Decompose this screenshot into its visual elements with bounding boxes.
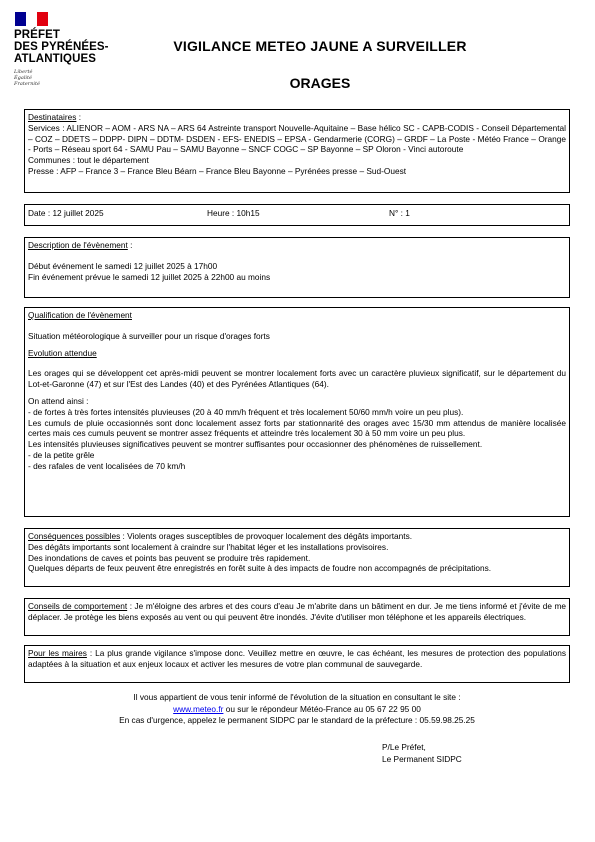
recipients-services: Services : ALIENOR – AOM - ARS NA – ARS 64 Astreinte transport Nouvelle-Aquitaine – Base hélico SC - CAPB-CODIS - Conseil Départemental – COZ – DDETS – DDPP- DIPN – DDTM- DSDEN - EFS- ENEDIS – EPSA - Gendarmerie (CORG) – GRDF – La Poste - Météo France – Orange - Ports – Réseau sport 64 - SAMU Pau – SAMU Bayonne – SNCF COGC – SP Bayonne – SP Oloron - Vinci autoroute	[28, 122, 566, 155]
evolution-intensites: Les intensités pluvieuses significatives peuvent se montrer suffisantes pour occasionner des phénomènes de ruissellement.	[28, 439, 483, 450]
footer-info	[24, 692, 570, 727]
footer-line: En cas d'urgence, appelez le permanent SIDPC par le standard de la préfecture : 05.59.98.25.25	[119, 715, 475, 725]
event-end: Fin événement prévue le samedi 12 juillet 2025 à 22h00 au moins	[28, 271, 271, 282]
flag-band-blue	[15, 12, 26, 26]
evolution-label: Evolution attendue	[28, 347, 97, 358]
bulletin-time: Heure : 10h15	[207, 208, 260, 218]
recipients-label: Destinataires	[28, 112, 77, 122]
bulletin-date: Date : 12 juillet 2025	[28, 208, 104, 218]
logo-line: ATLANTIQUES	[14, 53, 97, 65]
meteo-link[interactable]: www.meteo.fr	[173, 703, 224, 714]
event-description-label: Description de l'évènement	[28, 240, 128, 250]
evolution-attend: On attend ainsi :	[28, 395, 89, 406]
event-description-label-suffix: :	[127, 240, 133, 250]
french-flag-icon	[15, 12, 48, 26]
signature-line: P/Le Préfet,	[382, 742, 426, 752]
document-subtitle: ORAGES	[289, 75, 351, 91]
flag-band-red	[37, 12, 48, 26]
evolution-paragraph: Les orages qui se développent cet après-midi peuvent se montrer localement forts avec un caractère pluvieux significatif, sur le département du Lot-et-Garonne (47) et sur l'Est des Landes (40) et des Pyrénées Atlantiques (64).	[28, 368, 566, 390]
motto-line: Liberté	[14, 69, 33, 75]
mayors-text: : La plus grande vigilance s'impose donc. Veuillez mettre en œuvre, le cas échéant, les mesures de protection des populations adaptées à la situation et aux enjeux locaux et activer les mesures de votre plan communal de sauvegarde.	[28, 648, 566, 669]
consequences-text: Quelques départs de feux peuvent être enregistrés en forêt suite à des impacts de foudre non accompagnés de précipitations.	[28, 563, 492, 574]
info-row-box	[24, 204, 570, 226]
consequences-label: Conséquences possibles	[28, 531, 121, 541]
logo-line: DES PYRÉNÉES-	[14, 41, 109, 53]
event-start: Début événement le samedi 12 juillet 2025 à 17h00	[28, 260, 218, 271]
qualification-situation: Situation météorologique à surveiller pour un risque d'orages forts	[28, 330, 270, 341]
consequences-text: : Violents orages susceptibles de provoquer localement des dégâts importants.	[120, 531, 413, 541]
recipients-box	[24, 109, 570, 193]
event-description-box	[24, 237, 570, 298]
event-qualification-box	[24, 307, 570, 517]
advice-text: : Je m'éloigne des arbres et des cours d'eau Je m'abrite dans un bâtiment en dur. Je me tiens informé et j'évite de me déplacer. Je protège les biens exposés au vent ou qui peuvent être inondés. J'évite d'utiliser mon téléphone et les appareils électriques.	[28, 601, 566, 622]
logo-line: PRÉFET	[14, 29, 60, 41]
prefecture-logo	[14, 12, 114, 87]
republic-motto	[14, 69, 114, 87]
qualification-label: Qualification de l'évènement	[28, 310, 132, 320]
footer-line: Il vous appartient de vous tenir informé de l'évolution de la situation en consultant le site :	[133, 692, 461, 702]
consequences-text: Des inondations de caves et points bas peuvent se produire très rapidement.	[28, 552, 311, 563]
evolution-item: - des rafales de vent localisées de 70 km/h	[28, 460, 186, 471]
consequences-text: Des dégâts importants sont localement à craindre sur l'habitat léger et les installations provisoires.	[28, 541, 389, 552]
recipients-presse: Presse : AFP – France 3 – France Bleu Béarn – France Bleu Bayonne – Pyrénées presse – Sud-Ouest	[28, 165, 407, 176]
signature-line: Le Permanent SIDPC	[382, 754, 462, 764]
bulletin-number: N° : 1	[389, 208, 410, 218]
advice-box	[24, 598, 570, 636]
document-title: VIGILANCE METEO JAUNE A SURVEILLER	[173, 38, 467, 54]
flag-band-white	[26, 12, 37, 26]
recipients-communes: Communes : tout le département	[28, 155, 149, 166]
motto-line: Fraternité	[14, 81, 40, 87]
motto-line: Égalité	[14, 75, 32, 81]
consequences-box	[24, 528, 570, 587]
evolution-item: - de fortes à très fortes intensités pluvieuses (20 à 40 mm/h fréquent et très localement 50/60 mm/h voire un peu plus).	[28, 406, 464, 417]
evolution-cumuls: Les cumuls de pluie occasionnés sont donc localement assez forts par stationnarité des orages avec 15/30 mm attendus de manière localisée certes mais ces cumuls peuvent se montrer assez fréquents et atteindre très localement 30 à 50 mm voire un peu plus.	[28, 417, 566, 439]
mayors-box	[24, 645, 570, 683]
advice-label: Conseils de comportement	[28, 601, 128, 611]
mayors-label: Pour les maires	[28, 648, 87, 658]
evolution-item: - de la petite grêle	[28, 449, 95, 460]
recipients-label-suffix: :	[76, 112, 82, 122]
signature-block	[382, 741, 462, 765]
footer-line: ou sur le répondeur Météo-France au 05 67 22 95 00	[223, 703, 421, 714]
